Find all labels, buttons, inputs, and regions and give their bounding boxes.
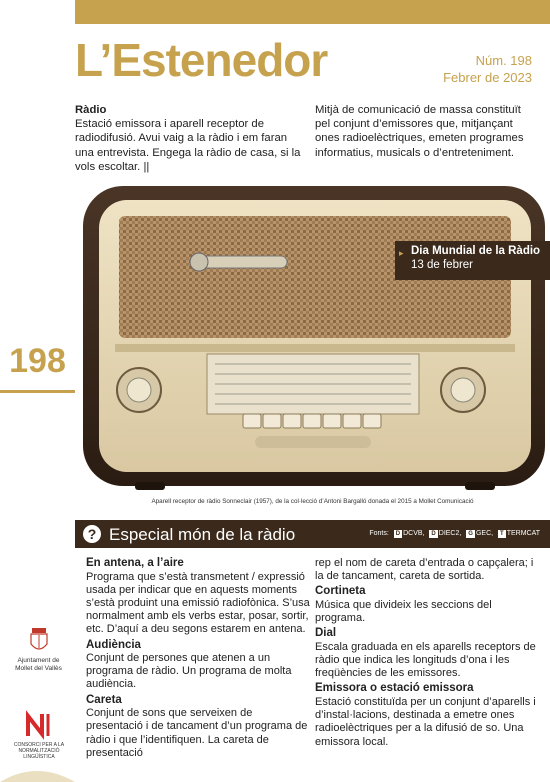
consorci-logo	[8, 710, 70, 760]
definition-left	[75, 103, 307, 174]
coat-of-arms-icon	[29, 628, 49, 654]
issue-number: Núm. 198	[475, 53, 532, 68]
source-icon: T	[500, 531, 504, 537]
glossary-definition: Estació constituïda per un conjunt d’aparells i d’instal·lacions, destinada a emetre ones radioelèctriques per a la difusió de so. Una emissora local.	[315, 695, 536, 748]
glossary-definition: Programa que s’està transmetent / expressió usada per indicar que en aquests moments s’està produint una emissió radiofònica. S’usa normalment amb els verbs estar, posar, sortir, etc. D’aquí a deu segons estarem en antena.	[86, 570, 310, 636]
glossary-term: Emissora o estació emissora	[315, 682, 474, 695]
glossary-definition: Escala graduada en els aparells receptors de ràdio que indica les longituds d’ona i les freqüències de les emissores.	[315, 640, 536, 680]
source-item: DCVB	[403, 530, 423, 537]
question-icon: ?	[83, 525, 101, 543]
sources-label: Fonts:	[369, 530, 389, 537]
glossary-entry	[86, 557, 311, 637]
masthead-title: L’Estenedor	[75, 34, 328, 86]
photo-caption: Aparell receptor de ràdio Sonneclair (1957), de la col·lecció d’Antoni Bargalló donada el 2015 a Mollet Comunicació	[151, 498, 474, 505]
source-icon: D	[395, 531, 401, 537]
glossary-entry-continued	[315, 557, 537, 583]
decorative-arc	[0, 764, 75, 782]
world-radio-day-badge	[395, 241, 550, 280]
issue-info	[443, 52, 532, 86]
side-divider	[0, 390, 75, 393]
source-icon: G	[468, 531, 473, 537]
source-item: GEC	[475, 530, 492, 537]
ajuntament-label: Ajuntament de Mollet del Vallès	[15, 657, 62, 672]
consorci-label: CONSORCI PER A LA NORMALITZACIÓ LINGÜÍSTICA	[13, 742, 65, 760]
glossary-entry	[86, 639, 311, 692]
glossary-entry	[315, 627, 537, 680]
glossary-definition: Música que divideix les seccions del programa.	[315, 598, 492, 625]
glossary-definition: rep el nom de careta d’entrada o capçalera; i la de tancament, careta de sortida.	[315, 557, 534, 583]
sources-list: Fonts: D DCVB, D DIEC2, G GEC, T TERMCAT	[369, 530, 540, 537]
glossary-term: Audiència	[86, 638, 141, 651]
section-header	[75, 520, 550, 548]
badge-title: Dia Mundial de la Ràdio	[411, 245, 541, 257]
arrow-icon: ▸	[399, 248, 404, 258]
glossary-term: En antena, a l’aire	[86, 557, 184, 569]
radio-photo	[75, 182, 550, 495]
nl-logo-icon	[22, 710, 56, 740]
glossary-definition: Conjunt de persones que atenen a un programa de ràdio. Un programa de molta audiència.	[86, 652, 292, 691]
definition-left-text: Estació emissora i aparell receptor de radiodifusió. Avui vaig a la ràdio i em faran una entrevista. Engega la ràdio de casa, si la vols escoltar. ||	[75, 118, 301, 173]
source-item: TERMCAT	[506, 530, 540, 537]
glossary-term: Cortineta	[315, 585, 366, 598]
glossary-column-1	[86, 557, 311, 762]
source-icon: D	[431, 531, 436, 537]
glossary-column-2	[315, 557, 537, 751]
glossary-term: Dial	[315, 627, 337, 640]
definition-right	[315, 103, 533, 160]
top-band	[75, 0, 550, 24]
badge-subtitle: 13 de febrer	[411, 258, 474, 271]
glossary-entry	[86, 694, 311, 760]
section-title: Especial món de la ràdio	[109, 525, 296, 544]
glossary-entry	[315, 585, 537, 625]
side-issue-number: 198	[9, 342, 66, 380]
glossary-term: Careta	[86, 693, 122, 706]
definition-right-text: Mitjà de comunicació de massa constituït pel conjunt d’emissores que, mitjançant ones radioelèctriques, emeten programes informatius, musicals o d’entreteniment.	[315, 104, 524, 159]
glossary-entry	[315, 682, 537, 748]
definition-term: Ràdio	[75, 104, 107, 116]
radio-illustration	[75, 182, 550, 495]
issue-date: Febrer de 2023	[443, 70, 532, 85]
ajuntament-logo	[11, 628, 66, 673]
glossary-definition: Conjunt de sons que serveixen de presentació i de tancament d’un programa de ràdio i que l’identifiquen. La careta de presentació	[86, 707, 308, 759]
source-item: DIEC2	[438, 530, 460, 537]
